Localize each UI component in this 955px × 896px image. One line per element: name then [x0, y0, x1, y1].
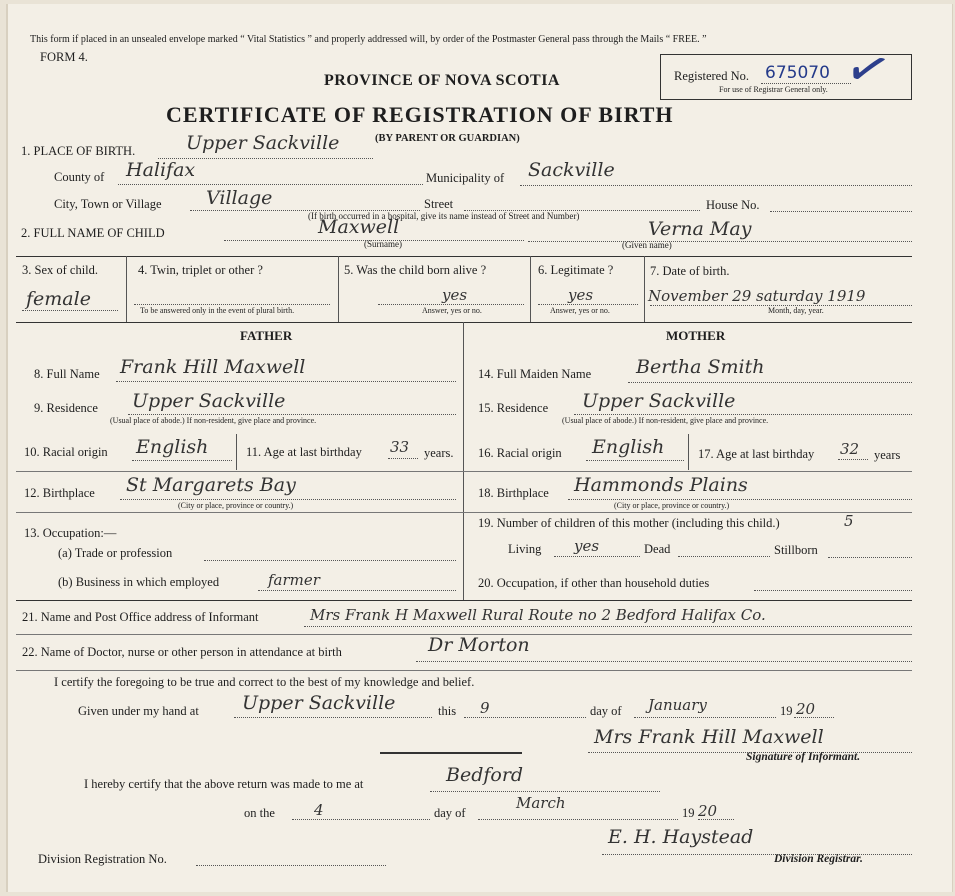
certificate-subtitle: (BY PARENT OR GUARDIAN)	[375, 133, 520, 144]
twin-label: 4. Twin, triplet or other ?	[138, 263, 263, 277]
father-birthplace: St Margarets Bay	[126, 474, 296, 496]
place-of-birth-label: 1. PLACE OF BIRTH.	[21, 144, 136, 158]
municipality-label: Municipality of	[426, 171, 505, 185]
mother-years-label: years	[874, 448, 901, 462]
business-label: (b) Business in which employed	[58, 575, 220, 589]
county-label: County of	[54, 170, 105, 184]
sex-label: 3. Sex of child.	[22, 263, 99, 277]
child-name-label: 2. FULL NAME OF CHILD	[21, 226, 165, 240]
stillborn-label: Stillborn	[774, 543, 818, 557]
father-years-label: years.	[424, 446, 454, 460]
mailing-notice: This form if placed in an unsealed envelope marked “ Vital Statistics ” and properly addressed will, by order of the Postmaster General pass through the Mails “ FREE. ”	[30, 34, 707, 45]
legitimate-caption: Answer, yes or no.	[550, 306, 610, 315]
day-of-label: day of	[590, 704, 622, 718]
informant-signature-caption: Signature of Informant.	[746, 751, 861, 763]
mother-birthplace-caption: (City or place, province or country.)	[614, 501, 730, 510]
father-residence-label: 9. Residence	[34, 401, 98, 415]
father-residence: Upper Sackville	[132, 390, 286, 412]
trade-label: (a) Trade or profession	[58, 546, 173, 560]
dob-caption: Month, day, year.	[768, 306, 824, 315]
registrar-day-of-label: day of	[434, 806, 466, 820]
certify-statement: I certify the foregoing to be true and correct to the best of my knowledge and belief.	[54, 675, 475, 689]
mother-residence-label: 15. Residence	[478, 401, 549, 415]
informant-signature: Mrs Frank Hill Maxwell	[594, 726, 824, 748]
informant-label: 21. Name and Post Office address of Informant	[22, 610, 259, 624]
children-count: 5	[844, 512, 854, 530]
mother-racial: English	[592, 436, 665, 458]
mother-birthplace: Hammonds Plains	[574, 474, 748, 496]
surname-caption: (Surname)	[364, 239, 402, 249]
father-birthplace-caption: (City or place, province or country.)	[178, 501, 294, 510]
living-label: Living	[508, 542, 542, 556]
occupation-label: 13. Occupation:—	[24, 526, 117, 540]
registered-label: Registered No.	[674, 69, 749, 83]
registered-number: 675070	[765, 63, 830, 83]
doctor-label: 22. Name of Doctor, nurse or other person in attendance at birth	[22, 645, 342, 659]
legitimate-label: 6. Legitimate ?	[538, 263, 614, 277]
father-birthplace-label: 12. Birthplace	[24, 486, 95, 500]
registrar-day: 4	[314, 801, 324, 819]
twin-note: To be answered only in the event of plural birth.	[140, 306, 295, 315]
father-racial: English	[136, 436, 209, 458]
registrar-month: March	[516, 794, 566, 812]
dob-value: November 29 saturday 1919	[648, 287, 866, 305]
division-registration-label: Division Registration No.	[38, 852, 167, 866]
father-age: 33	[390, 438, 410, 456]
check-mark-icon: ✓	[837, 34, 898, 106]
registrar-signature-caption: Division Registrar.	[774, 853, 863, 865]
birth-certificate	[6, 4, 953, 892]
registrar-year-prefix: 19	[682, 806, 695, 820]
given-place: Upper Sackville	[242, 692, 396, 714]
child-surname: Maxwell	[318, 216, 400, 238]
doctor-value: Dr Morton	[428, 634, 530, 656]
sex-value: female	[26, 288, 91, 310]
on-the-label: on the	[244, 806, 275, 820]
child-given-name: Verna May	[648, 218, 752, 240]
mother-residence-caption: (Usual place of abode.) If non-resident, give place and province.	[562, 416, 769, 425]
living-value: yes	[574, 537, 600, 555]
father-heading: FATHER	[240, 328, 293, 343]
legitimate-value: yes	[568, 286, 594, 304]
mother-name-label: 14. Full Maiden Name	[478, 367, 592, 381]
father-racial-label: 10. Racial origin	[24, 445, 108, 459]
municipality-value: Sackville	[528, 159, 615, 181]
house-number-label: House No.	[706, 198, 760, 212]
dead-label: Dead	[644, 542, 671, 556]
children-count-label: 19. Number of children of this mother (including this child.)	[478, 516, 780, 530]
father-business: farmer	[268, 571, 320, 589]
registrar-year: 20	[698, 802, 718, 820]
mother-age: 32	[840, 440, 860, 458]
father-name: Frank Hill Maxwell	[120, 356, 306, 378]
form-number: FORM 4.	[40, 50, 88, 64]
registrar-statement: I hereby certify that the above return was made to me at	[84, 777, 364, 791]
province-heading: PROVINCE OF NOVA SCOTIA	[324, 72, 560, 89]
registrar-signature: E. H. Haystead	[608, 826, 754, 848]
informant-value: Mrs Frank H Maxwell Rural Route no 2 Bedford Halifax Co.	[310, 606, 766, 624]
father-age-label: 11. Age at last birthday	[246, 445, 362, 459]
given-month: January	[648, 696, 707, 714]
registrar-place: Bedford	[446, 764, 524, 786]
given-day: 9	[480, 699, 490, 717]
mother-occupation-label: 20. Occupation, if other than household duties	[478, 576, 710, 590]
street-label: Street	[424, 197, 454, 211]
mother-age-label: 17. Age at last birthday	[698, 447, 815, 461]
father-name-label: 8. Full Name	[34, 367, 100, 381]
mother-heading: MOTHER	[666, 328, 726, 343]
city-label: City, Town or Village	[54, 197, 162, 211]
given-year: 20	[796, 700, 816, 718]
given-year-prefix: 19	[780, 704, 793, 718]
dob-label: 7. Date of birth.	[650, 264, 730, 278]
county-value: Halifax	[126, 159, 196, 181]
father-residence-caption: (Usual place of abode.) If non-resident, give place and province.	[110, 416, 317, 425]
given-name-caption: (Given name)	[622, 240, 672, 250]
this-label: this	[438, 704, 457, 718]
born-alive-caption: Answer, yes or no.	[422, 306, 482, 315]
place-of-birth-value: Upper Sackville	[186, 132, 340, 154]
mother-birthplace-label: 18. Birthplace	[478, 486, 549, 500]
born-alive-value: yes	[442, 286, 468, 304]
city-value: Village	[206, 187, 273, 209]
mother-residence: Upper Sackville	[582, 390, 736, 412]
mother-name: Bertha Smith	[636, 356, 765, 378]
registrar-note: For use of Registrar General only.	[719, 85, 828, 94]
given-label: Given under my hand at	[78, 704, 199, 718]
hospital-note: (If birth occurred in a hospital, give its name instead of Street and Number)	[308, 211, 580, 221]
mother-racial-label: 16. Racial origin	[478, 446, 562, 460]
certificate-title: CERTIFICATE OF REGISTRATION OF BIRTH	[166, 102, 674, 127]
born-alive-label: 5. Was the child born alive ?	[344, 263, 487, 277]
